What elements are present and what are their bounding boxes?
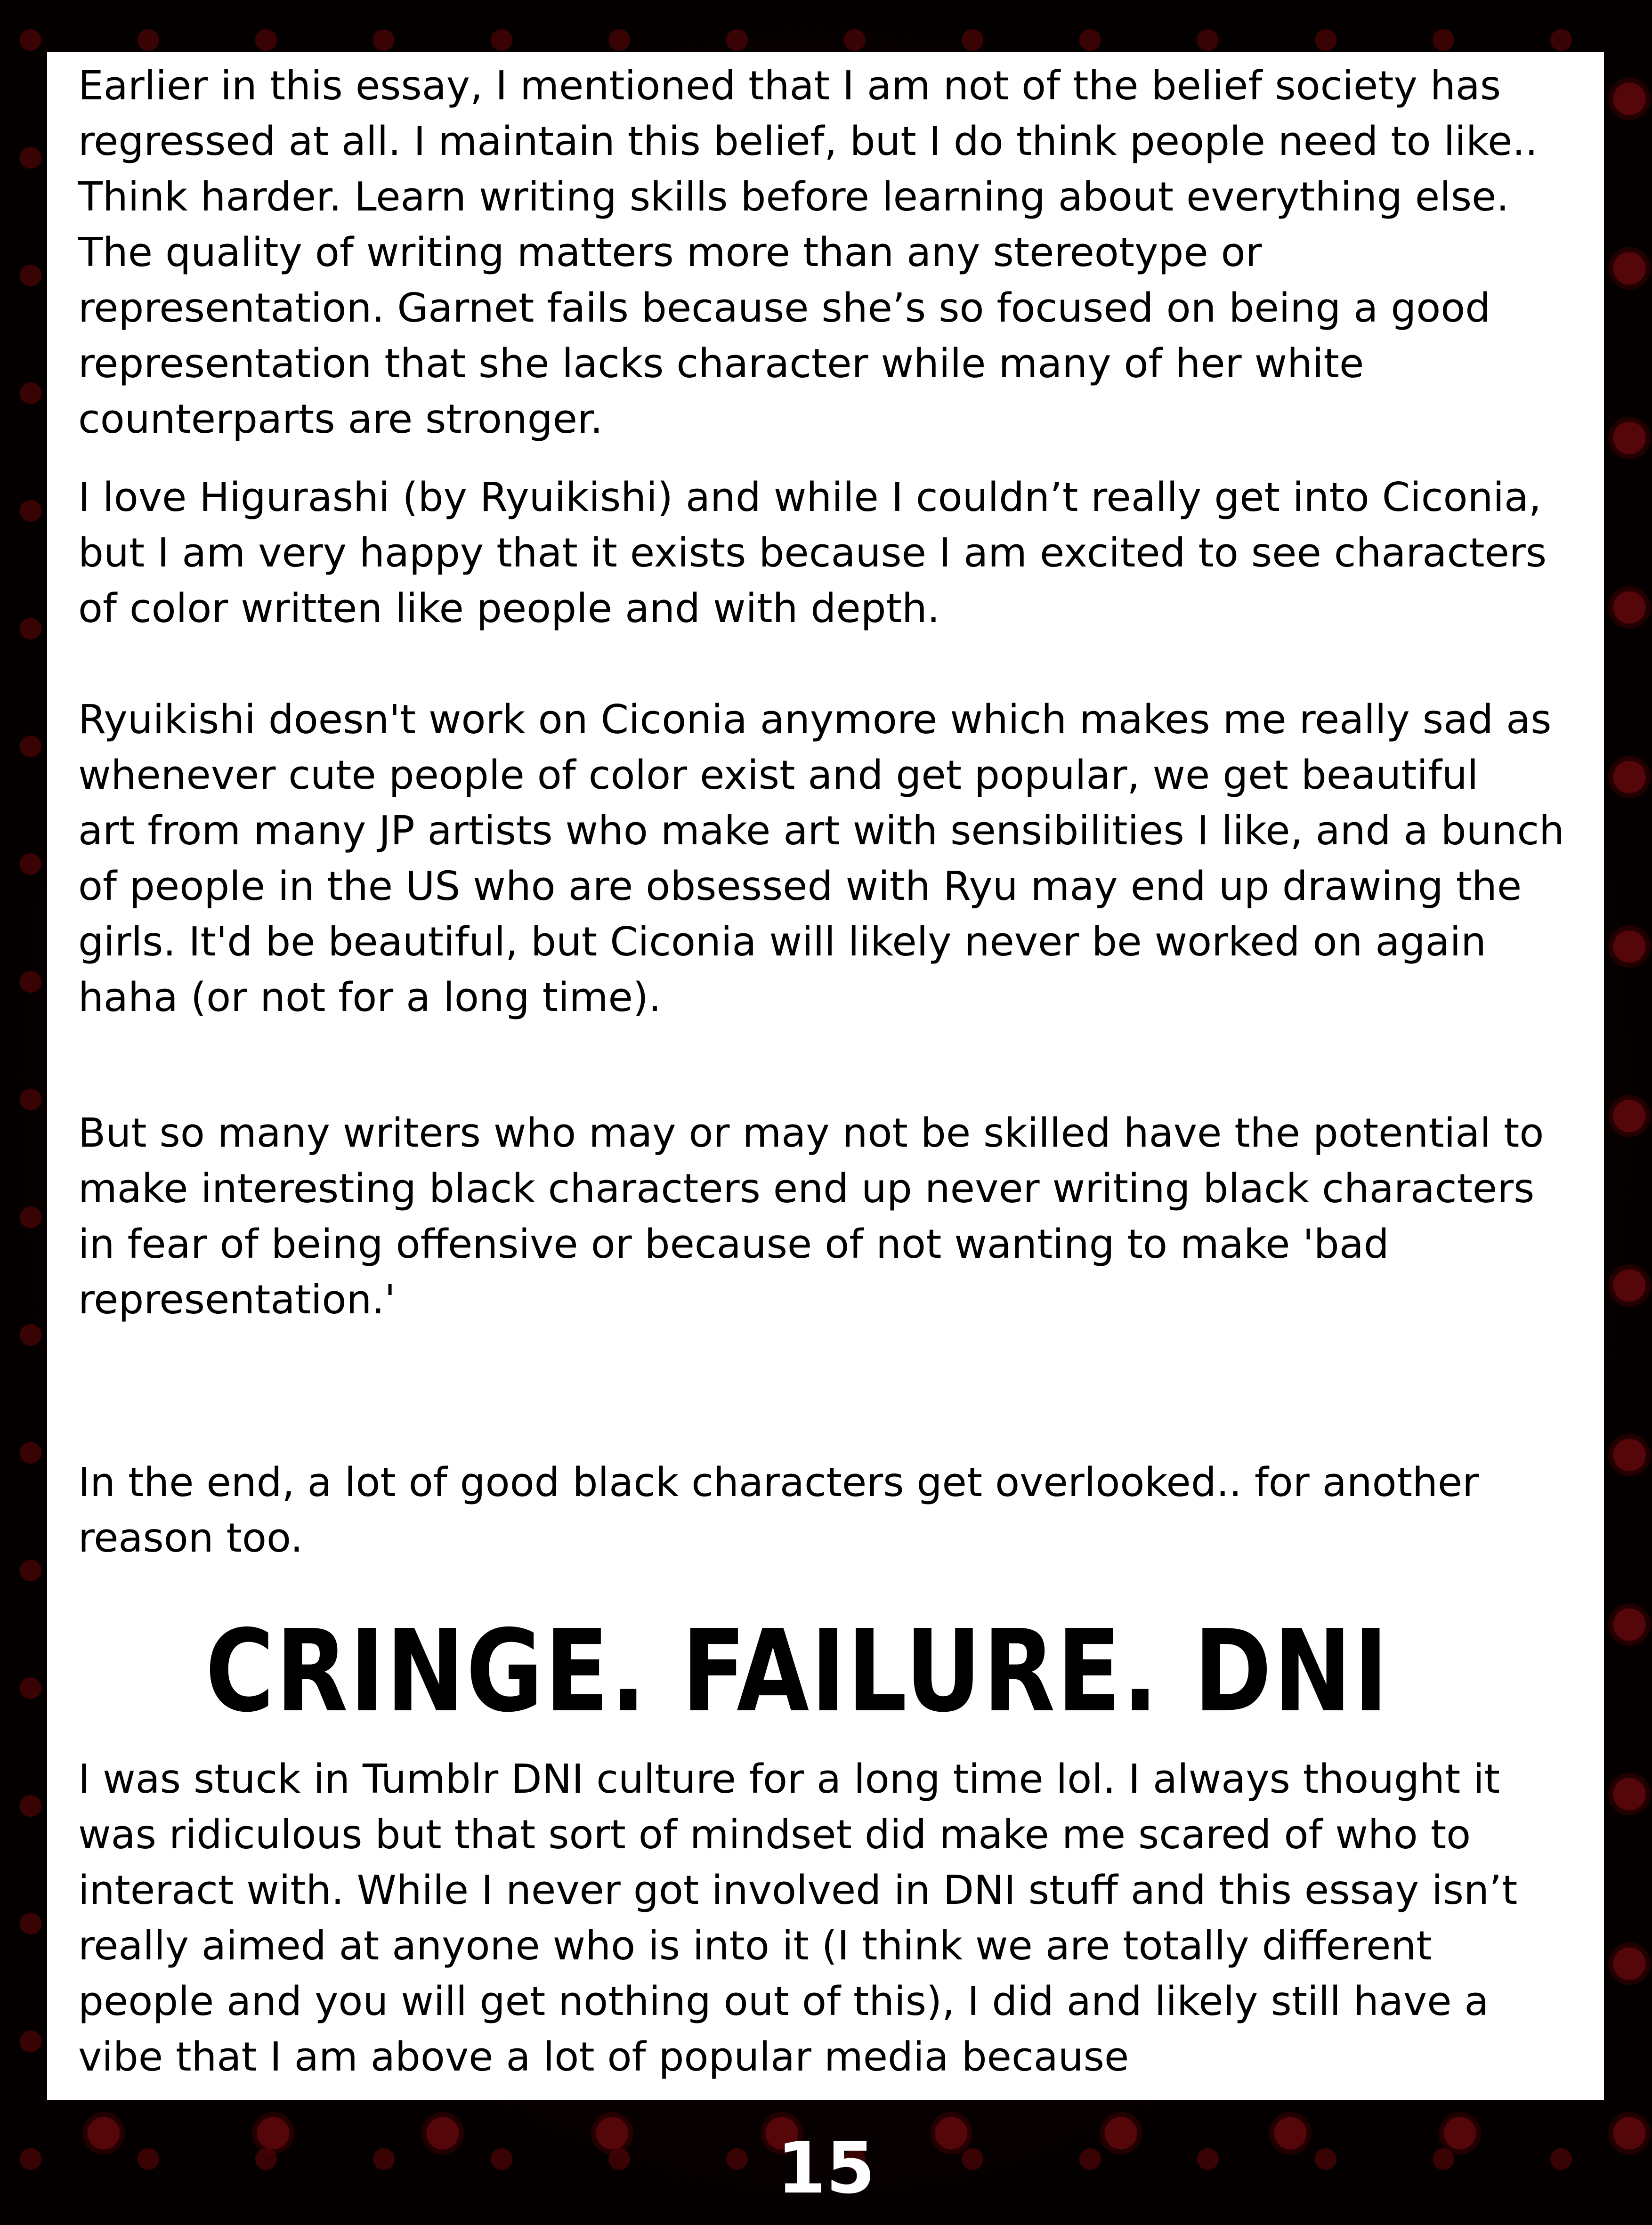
paragraph-overlooked: In the end, a lot of good black characters get overlooked.. for another reason too. — [78, 1459, 1479, 1562]
paragraph-higurashi: I love Higurashi (by Ryuikishi) and while I couldn’t really get into Ciconia, but I am very happy that it exists because I am excited to see characters of color written like people and with depth. — [78, 474, 1547, 632]
page-number: 15 — [777, 2128, 875, 2209]
paragraph-representation: Earlier in this essay, I mentioned that I am not of the belief society has regressed at all. I maintain this belief, but I do think people need to like.. Think harder. Learn writing skills before learning about everything else. The quality of writing matters more than any stereotype or representation. Garnet fails because she’s so focused on being a good representation that she lacks character while many of her white counterparts are stronger. — [78, 63, 1538, 443]
page-panel — [47, 52, 1604, 2100]
paragraph-dni-culture: I was stuck in Tumblr DNI culture for a long time lol. I always thought it was ridiculous but that sort of mindset did make me scared of who to interact with. While I never got involved in DNI stuff and this essay isn’t really aimed at anyone who is into it (I think we are totally different people and you will get nothing out of this), I did and likely still have a vibe that I am above a lot of popular media because — [78, 1756, 1518, 2080]
paragraph-writers: But so many writers who may or may not be skilled have the potential to make interesting black characters end up never writing black characters in fear of being offensive or because of not wanting to make 'bad representation.' — [78, 1110, 1544, 1323]
paragraph-ryuikishi: Ryuikishi doesn't work on Ciconia anymore which makes me really sad as whenever cute people of color exist and get popular, we get beautiful art from many JP artists who make art with sensibilities I like, and a bunch of people in the US who are obsessed with Ryu may end up drawing the girls. It'd be beautiful, but Ciconia will likely never be worked on again haha (or not for a long time). — [78, 696, 1564, 1021]
section-heading: CRINGE. FAILURE. DNI — [205, 1605, 1390, 1737]
